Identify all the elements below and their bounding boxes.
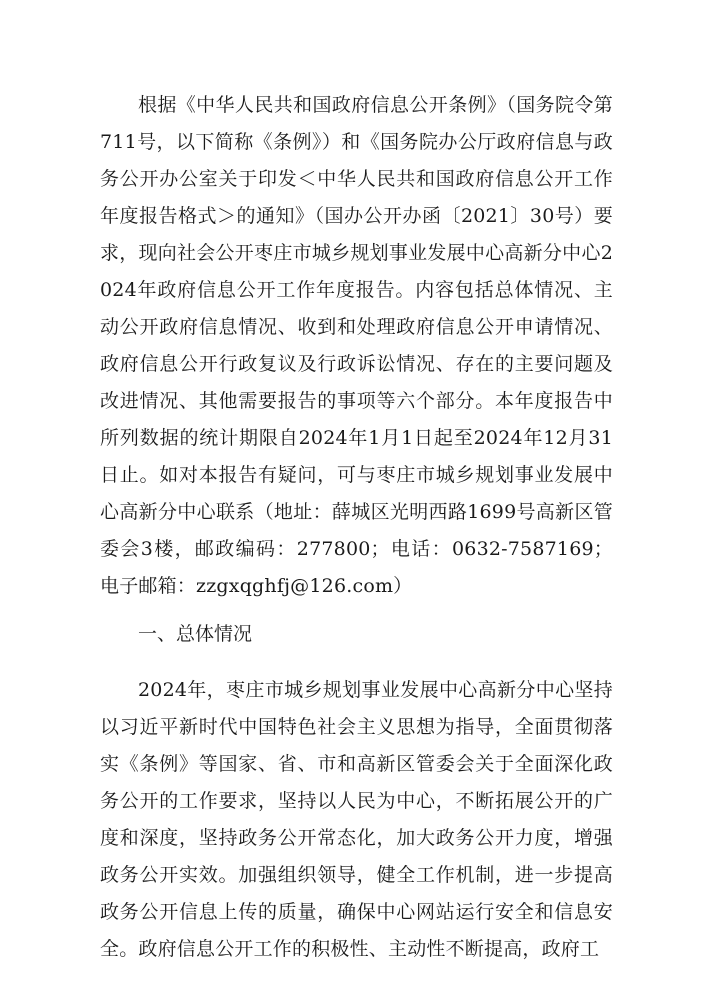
section-heading-overview: 一、总体情况 <box>138 623 253 645</box>
spacer <box>100 653 613 672</box>
document-page <box>100 87 613 968</box>
intro-paragraph: 根据《中华人民共和国政府信息公开条例》（国务院令第711号，以下简称《条例》）和《国务院办公厅政府信息与政务公开办公室关于印发＜中华人民共和国政府信息公开工作年度报告格式＞的通知》（国办公开办函〔2021〕30号）要求，现向社会公开枣庄市城乡规划事业发展中心高新分中心2024年政府信息公开工作年度报告。内容包括总体情况、主动公开政府信息情况、收到和处理政府信息公开申请情况、政府信息公开行政复议及行政诉讼情况、存在的主要问题及改进情况、其他需要报告的事项等六个部分。本年度报告中所列数据的统计期限自2024年1月1日起至2024年12月31日止。如对本报告有疑问，可与枣庄市城乡规划事业发展中心高新分中心联系（地址：薛城区光明西路1699号高新区管委会3楼，邮政编码：277800；电话：0632-7587169；电子邮箱：zzgxqghfj@126.com） <box>100 94 613 597</box>
overview-paragraph: 2024年，枣庄市城乡规划事业发展中心高新分中心坚持以习近平新时代中国特色社会主义思想为指导，全面贯彻落实《条例》等国家、省、市和高新区管委会关于全面深化政务公开的工作要求，坚持以人民为中心，不断拓展公开的广度和深度，坚持政务公开常态化，加大政务公开力度，增强政务公开实效。加强组织领导，健全工作机制，进一步提高政务公开信息上传的质量，确保中心网站运行安全和信息安全。政府信息公开工作的积极性、主动性不断提高，政府工 <box>100 679 613 960</box>
spacer <box>100 605 613 616</box>
